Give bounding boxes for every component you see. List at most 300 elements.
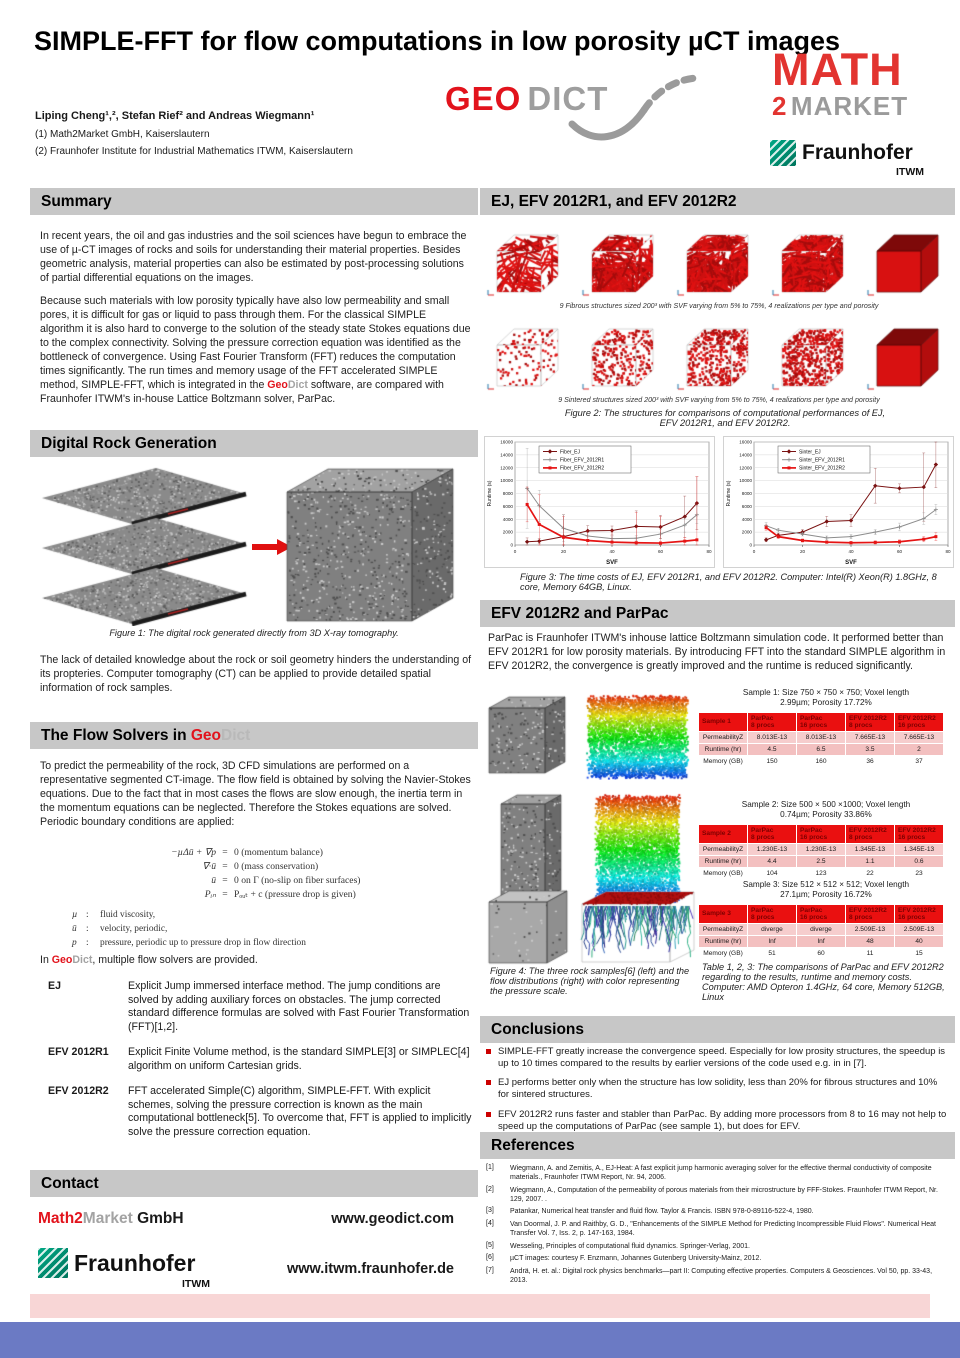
- geodict-inline-dict: Dict: [287, 378, 308, 391]
- svg-text:Fiber_EFV_2012R1: Fiber_EFV_2012R1: [560, 457, 605, 464]
- reference-number: [4]: [486, 1219, 494, 1227]
- geodict-inline-geo: Geo: [267, 378, 288, 391]
- table-cell: 150: [748, 755, 797, 767]
- figure1-caption: Figure 1: The digital rock generated directly from 3D X-ray tomography.: [109, 628, 399, 638]
- svg-text:SVF: SVF: [606, 560, 618, 566]
- fibrous-structure-image: [579, 222, 669, 300]
- footer-blue-strip: [0, 1322, 960, 1358]
- geodict-logo-geo: GEO: [445, 80, 522, 117]
- ct-slices-image: [38, 464, 250, 626]
- solver-description: FFT accelerated Simple(C) algorithm, SIMPLE-FFT. With explicit schemes, solving the pressure correction is known as the main computational bottleneck[5]. To overcome that, FFT is applied to implicitly solve the pressure correction equation.: [128, 1085, 472, 1138]
- reference-item: [486, 1207, 948, 1216]
- flow-solvers-title-geo: Geo: [190, 727, 222, 744]
- section-flow-solvers: [30, 722, 478, 749]
- svg-text:0: 0: [510, 542, 513, 548]
- conclusion-item: [486, 1077, 950, 1101]
- math2market-logo-math: MATH: [772, 44, 903, 95]
- sample1-rock-image: [486, 694, 568, 776]
- fraunhofer-itwm: ITWM: [896, 166, 924, 178]
- digital-rock-paragraph: The lack of detailed knowledge about the rock or soil geometry hinders the understanding of its propteries. Computer tomography (CT) can be applied to provide detailed spatial information of rock samples.: [40, 654, 472, 694]
- affiliation-1: (1) Math2Market GmbH, Kaiserslautern: [35, 129, 210, 140]
- table-cell: Runtime (hr): [699, 935, 748, 947]
- svg-text:8000: 8000: [741, 491, 752, 497]
- fibrous-structure-image: [674, 222, 764, 300]
- bullet-square-icon: [486, 1112, 491, 1117]
- sample3-table-title: [698, 880, 954, 901]
- contact-gmbh: GmbH: [132, 1210, 184, 1227]
- sintered-structure-image: [579, 316, 669, 394]
- parpac-paragraph: ParPac is Fraunhofer ITWM's inhouse lattice Boltzmann simulation code. It performed better than EFV 2012R1 for low porosity materials. By introducing FFT into the standard SIMPLE algorithm in EFV 2012R2, the convergence is greatly improved and the runtime is reduced significantly.: [488, 632, 946, 672]
- svg-text:20: 20: [560, 549, 567, 554]
- table-cell: 2.5: [797, 855, 846, 867]
- solver-name: EFV 2012R1: [48, 1046, 109, 1059]
- conclusion-text: EJ performs better only when the structure has low solidity, less than 20% for fibrous structures and 10% for sintered structures.: [498, 1077, 938, 1101]
- table-cell: 40: [895, 935, 944, 947]
- solver-name: EFV 2012R2: [48, 1085, 109, 1098]
- table-cell: 160: [797, 755, 846, 767]
- table-row: [699, 743, 944, 755]
- header-main: EFV 2012R2: [898, 906, 936, 914]
- section-parpac: EFV 2012R2 and ParPac: [480, 600, 955, 627]
- table-body: [699, 731, 944, 767]
- reference-item: [486, 1254, 948, 1263]
- reference-text: Wesseling, Principles of computational fluid dynamics. Springer-Verlag, 2001.: [510, 1242, 750, 1250]
- definition-text: velocity, periodic,: [100, 924, 168, 935]
- contact-math2market: [38, 1210, 184, 1228]
- contact-math2: Math2: [38, 1210, 83, 1227]
- references-list: [486, 1164, 948, 1289]
- svg-text:40: 40: [609, 549, 615, 554]
- fraunhofer-logo-bottom: [38, 1248, 210, 1290]
- table-cell: 8.013E-13: [797, 731, 846, 743]
- table-cell: diverge: [797, 923, 846, 935]
- table-row: [699, 935, 944, 947]
- header-main: EFV 2012R2: [849, 906, 887, 914]
- affiliation-2: (2) Fraunhofer Institute for Industrial Mathematics ITWM, Kaiserslautern: [35, 146, 353, 157]
- fraunhofer-logo-top: [770, 140, 930, 178]
- sample1-title-line1: Sample 1: Size 750 × 750 × 750; Voxel length: [742, 688, 910, 697]
- table-header-row: [699, 712, 944, 731]
- svg-text:6000: 6000: [502, 503, 513, 509]
- reference-text: Van Doormal, J. P. and Raithby, G. D., "Enhancements of the SIMPLE Method for Predicting Incompressible Fluid Flows". Numerical Heat Transfer Vol. 7, Iss. 2, p. 147-163, 1984.: [510, 1220, 936, 1238]
- table-header-cell: [748, 824, 797, 843]
- table-cell: 1.345E-13: [846, 843, 895, 855]
- sample3-table: [698, 904, 944, 960]
- table-cell: Memory (GB): [699, 755, 748, 767]
- conclusions-list: [486, 1046, 950, 1140]
- in-geodict-dict: Dict: [72, 954, 93, 966]
- table-cell: Memory (GB): [699, 947, 748, 959]
- equation-row: [98, 888, 438, 902]
- svg-text:4000: 4000: [502, 516, 513, 522]
- header-sub: 16 procs: [800, 833, 828, 841]
- table-cell: Runtime (hr): [699, 743, 748, 755]
- table-cell: 1.345E-13: [895, 843, 944, 855]
- summary-p2-tail: software, are compared with Fraunhofer ITWM's in-house Lattice Boltzmann solver, ParPac.: [40, 378, 444, 405]
- digital-rock-cube-image: [284, 466, 456, 624]
- table-header-cell: [846, 824, 895, 843]
- reference-number: [2]: [486, 1185, 494, 1193]
- conclusion-item: [486, 1046, 950, 1070]
- table-body: [699, 843, 944, 879]
- header-main: EFV 2012R2: [849, 826, 887, 834]
- table-header-cell: [748, 904, 797, 923]
- svg-text:Runtime (s): Runtime (s): [487, 480, 493, 507]
- table-header-cell: [797, 824, 846, 843]
- svg-text:60: 60: [896, 549, 903, 554]
- in-geodict-geo: Geo: [51, 954, 73, 966]
- fibrous-structure-image: [484, 222, 574, 300]
- svg-text:Sinter_EFV_2012R2: Sinter_EFV_2012R2: [799, 465, 845, 472]
- math2market-logo: [772, 44, 928, 122]
- table-cell: Inf: [797, 935, 846, 947]
- reference-text: Andrä, H. et. al.: Digital rock physics benchmarks—part II: Computing effective properties. Computers & Geosciences. Vol 50, pp. 33-43, 2013.: [510, 1267, 933, 1284]
- sample2-table: [698, 824, 944, 880]
- header-main: ParPac: [800, 906, 823, 914]
- sample2-table-block: [698, 800, 954, 880]
- definition-text: pressure, periodic up to pressure drop in flow direction: [100, 938, 306, 949]
- definition-colon: :: [86, 938, 89, 949]
- reference-number: [7]: [486, 1266, 494, 1274]
- header-main: ParPac: [800, 826, 823, 834]
- reference-item: [486, 1267, 948, 1285]
- stokes-equations: [98, 846, 438, 902]
- definition-symbol: µ: [72, 910, 78, 920]
- svg-text:14000: 14000: [500, 452, 513, 458]
- table-header-cell: [748, 712, 797, 731]
- fraunhofer-name: Fraunhofer: [74, 1249, 196, 1276]
- sample1-table: [698, 712, 944, 768]
- table-cell: 123: [797, 867, 846, 879]
- sample3-row: [484, 880, 954, 968]
- svg-text:Sinter_EJ: Sinter_EJ: [799, 449, 821, 456]
- table-cell: 0.6: [895, 855, 944, 867]
- definition-row: [72, 936, 452, 950]
- table-row: [699, 843, 944, 855]
- header-main: ParPac: [751, 826, 774, 834]
- header-main: Sample 3: [702, 910, 731, 917]
- svg-text:Fiber_EFV_2012R2: Fiber_EFV_2012R2: [560, 465, 605, 472]
- bullet-square-icon: [486, 1080, 491, 1085]
- reference-number: [1]: [486, 1164, 494, 1171]
- header-sub: 16 procs: [898, 833, 926, 841]
- geodict-swoosh-icon: [564, 68, 729, 146]
- table-cell: 36: [846, 755, 895, 767]
- conclusion-item: [486, 1109, 950, 1133]
- table-caption: Table 1, 2, 3: The comparisons of ParPac and EFV 2012R2 regarding to the results, runtime and memory costs. Computer: AMD Opteron 1.4GHz, 64 core, Memory 512GB, Linux: [702, 962, 945, 1002]
- table-cell: diverge: [748, 923, 797, 935]
- sintered-structure-image: [769, 316, 859, 394]
- table-cell: Runtime (hr): [699, 855, 748, 867]
- solver-description: Explicit Jump immersed interface method. The jump conditions are solved by adding auxiliary forces on obstacles. The jump corrected standard difference formulas are solved with Fast Fourier Transformation (FFT)[1,2].: [128, 980, 470, 1033]
- header-sub: 8 procs: [849, 721, 873, 729]
- table-cell: 3.5: [846, 743, 895, 755]
- figure3-charts: [484, 436, 954, 568]
- sample3-title-line1: Sample 3: Size 512 × 512 × 512; Voxel length: [742, 880, 910, 889]
- equation-lhs: ∇·ū: [202, 860, 216, 872]
- in-geodict-pre: In: [40, 954, 52, 966]
- svg-text:40: 40: [848, 549, 854, 554]
- header-main: EFV 2012R2: [898, 826, 936, 834]
- fibrous-structures-row: [484, 222, 954, 300]
- svg-text:12000: 12000: [500, 465, 513, 471]
- svg-text:12000: 12000: [739, 465, 752, 471]
- reference-item: [486, 1186, 948, 1204]
- table-cell: 104: [748, 867, 797, 879]
- table-cell: 51: [748, 947, 797, 959]
- header-sub: 16 procs: [800, 913, 828, 921]
- solver-item: [48, 1085, 472, 1139]
- sample3-rock-image: [486, 888, 570, 966]
- solver-name: EJ: [48, 980, 61, 992]
- table-cell: 2.509E-13: [895, 923, 944, 935]
- table-header-cell: [797, 904, 846, 923]
- table-cell: 1.230E-13: [797, 843, 846, 855]
- header-main: EFV 2012R2: [849, 714, 887, 722]
- svg-text:Runtime (s): Runtime (s): [726, 480, 732, 507]
- bullet-square-icon: [486, 1049, 491, 1054]
- header-main: Sample 2: [702, 830, 731, 837]
- svg-text:80: 80: [945, 549, 951, 554]
- fiber-runtime-chart: [484, 436, 715, 568]
- equation-rhs: 0 (momentum balance): [234, 847, 323, 858]
- reference-text: Wiegmann, A. and Zemitis, A., EJ-Heat: A fast explicit jump harmonic averaging solver for the effective thermal conductivity of composite materials., Fraunhofer ITWM Report, Nr. 94, 2006.: [510, 1165, 932, 1182]
- solver-item: [48, 980, 472, 1034]
- solver-list: [48, 980, 472, 1151]
- reference-text: µCT images: courtesy F. Enzmann, Johannes Gutenberg University-Mainz, 2012.: [510, 1255, 762, 1263]
- table-header-cell: [895, 712, 944, 731]
- sintered-structure-image: [484, 316, 574, 394]
- page-title: SIMPLE-FFT for flow computations in low porosity µCT images: [34, 26, 841, 56]
- conclusion-text: EFV 2012R2 runs faster and stabler than ParPac. By adding more processors from 8 to 16 may not help to speed up the computations of ParPac (see sample 1), but does for EFV.: [498, 1108, 947, 1132]
- svg-text:2000: 2000: [502, 529, 513, 535]
- table-cell: 1.230E-13: [748, 843, 797, 855]
- section-summary: Summary: [30, 188, 478, 215]
- in-geodict-post: , multiple flow solvers are provided.: [92, 954, 258, 966]
- table-header-cell: [699, 824, 748, 843]
- table-cell: Memory (GB): [699, 867, 748, 879]
- table-cell: 2: [895, 743, 944, 755]
- sample3-title-line2: 27.1µm; Porosity 16.72%: [780, 890, 872, 900]
- definition-row: [72, 908, 452, 922]
- table-header-cell: [797, 712, 846, 731]
- header-sub: 8 procs: [751, 913, 775, 921]
- svg-text:0: 0: [749, 542, 752, 548]
- flow-solvers-title-pre: The Flow Solvers in: [41, 727, 191, 744]
- section-digital-rock: Digital Rock Generation: [30, 430, 478, 457]
- table-cell: 7.665E-13: [846, 731, 895, 743]
- table-body: [699, 923, 944, 959]
- table-cell: 11: [846, 947, 895, 959]
- table-row: [699, 947, 944, 959]
- svg-text:Fiber_EJ: Fiber_EJ: [560, 449, 581, 456]
- svg-text:SVF: SVF: [845, 560, 857, 566]
- table-row: [699, 923, 944, 935]
- symbol-definitions: [72, 908, 452, 950]
- summary-paragraph-1: In recent years, the oil and gas industries and the soil sciences have begun to embrace the use of µ-CT images of rocks and soils for understanding their material properties. Besides geometric analysis, material properties can also be estimated by post-processing solutions of partial differential equations on the images.: [40, 230, 467, 284]
- geodict-url[interactable]: www.geodict.com: [331, 1211, 454, 1227]
- footer-pink-strip: [30, 1294, 930, 1318]
- contact-market: Market: [82, 1210, 133, 1227]
- solver-item: [48, 1046, 472, 1073]
- table-row: [699, 731, 944, 743]
- svg-text:10000: 10000: [500, 478, 513, 484]
- svg-text:0: 0: [513, 549, 517, 554]
- table-cell: 22: [846, 867, 895, 879]
- table-cell: 8.013E-13: [748, 731, 797, 743]
- sample1-table-block: [698, 688, 954, 768]
- table-cell: 1.1: [846, 855, 895, 867]
- table-cell: PermeabilityZ: [699, 923, 748, 935]
- definition-symbol: p: [72, 938, 77, 949]
- table-header-cell: [846, 712, 895, 731]
- geodict-logo: [445, 80, 729, 146]
- math2market-logo-2: 2: [772, 90, 787, 121]
- equation-lhs: Pᵢₙ: [204, 888, 216, 900]
- table-cell: 2.509E-13: [846, 923, 895, 935]
- sample2-title-line1: Sample 2: Size 500 × 500 ×1000; Voxel length: [741, 800, 911, 809]
- header-main: Sample 1: [702, 718, 731, 725]
- header-sub: 16 procs: [800, 721, 828, 729]
- table-header-cell: [895, 824, 944, 843]
- contact-math2market-row: [38, 1210, 454, 1228]
- sample3-table-block: [698, 880, 954, 960]
- reference-number: [6]: [486, 1254, 494, 1262]
- fibrous-structure-image: [864, 222, 954, 300]
- sample2-table-title: [698, 800, 954, 821]
- table-cell: 60: [797, 947, 846, 959]
- sample2-title-line2: 0.74µm; Porosity 33.86%: [780, 810, 872, 820]
- in-geodict-line: [40, 954, 472, 968]
- table-cell: 48: [846, 935, 895, 947]
- itwm-url[interactable]: www.itwm.fraunhofer.de: [286, 1261, 454, 1277]
- header-sub: 8 procs: [751, 721, 775, 729]
- equation-equals: =: [222, 874, 228, 886]
- sintered-structures-row: [484, 316, 954, 394]
- svg-text:0: 0: [752, 549, 756, 554]
- table-header-row: [699, 824, 944, 843]
- equation-equals: =: [222, 847, 228, 858]
- header-main: EFV 2012R2: [898, 714, 936, 722]
- header-sub: 8 procs: [751, 833, 775, 841]
- definition-text: fluid viscosity,: [100, 910, 156, 920]
- fraunhofer-square-icon: [770, 140, 796, 166]
- reference-text: Wiegmann, A., Computation of the permeability of porous materials from their microstructure by FFF-Stokes. Fraunhofer ITWM Report, Nr. 129, 2007. .: [510, 1186, 938, 1203]
- section-solver-comparison: EJ, EFV 2012R1, and EFV 2012R2: [480, 188, 955, 215]
- equation-row: [98, 860, 438, 874]
- reference-item: [486, 1220, 948, 1238]
- sinter-runtime-chart: [723, 436, 954, 568]
- table-cell: 4.4: [748, 855, 797, 867]
- header-sub: 8 procs: [849, 913, 873, 921]
- equation-equals: =: [222, 888, 228, 900]
- reference-text: Patankar, Numerical heat transfer and fluid flow. Taylor & Francis. ISBN 978-0-89116-522-4, 1980.: [510, 1208, 814, 1216]
- geodict-logo-dict: DICT: [527, 80, 609, 117]
- contact-fraunhofer-row: [38, 1248, 454, 1290]
- flow-solvers-title-dict: Dict: [221, 727, 251, 744]
- svg-text:4000: 4000: [741, 516, 752, 522]
- svg-text:6000: 6000: [741, 503, 752, 509]
- fraunhofer-square-icon: [38, 1248, 68, 1278]
- equation-rhs: Pₒᵤₜ + c (pressure drop is given): [234, 888, 356, 900]
- section-conclusions: Conclusions: [480, 1016, 955, 1043]
- sample1-title-line2: 2.99µm; Porosity 17.72%: [780, 698, 872, 708]
- conclusion-text: SIMPLE-FFT greatly increase the convergence speed. Especially for low prosity structures, the speedup is up to 10 times compared to the results by earlier versions of the code used e.g. in in [7].: [498, 1046, 946, 1070]
- table-cell: 15: [895, 947, 944, 959]
- math2market-logo-market: MARKET: [790, 90, 909, 121]
- definition-colon: :: [86, 924, 89, 935]
- fibrous-structure-image: [769, 222, 859, 300]
- svg-text:8000: 8000: [502, 491, 513, 497]
- fraunhofer-itwm: ITWM: [182, 1278, 210, 1290]
- section-contact: Contact: [30, 1170, 478, 1197]
- reference-item: [486, 1242, 948, 1251]
- summary-p2-text: Because such materials with low porosity typically have also low permeability and small pores, it is difficult for gas or liquid to pass through them. For the classical SIMPLE algorithm it is also hard to converge to the solution of the steady state Stokes equations due to the complex connectivity. Solving the pressure correction equation was identified as the bottleneck of convergence. Using Fast Fourier Transform (FFT) reduces the computation times significantly. The run times and memory usage of the FFT accelerated SIMPLE method, SIMPLE-FFT, which is integrated in the: [40, 295, 471, 391]
- reference-number: [5]: [486, 1241, 494, 1249]
- header-main: ParPac: [751, 714, 774, 722]
- svg-text:16000: 16000: [739, 439, 752, 445]
- equation-rhs: 0 (mass conservation): [234, 860, 319, 872]
- svg-text:14000: 14000: [739, 452, 752, 458]
- equation-lhs: ū: [211, 874, 216, 886]
- equation-row: [98, 846, 438, 860]
- header-main: ParPac: [751, 906, 774, 914]
- svg-text:Sinter_EFV_2012R1: Sinter_EFV_2012R1: [799, 457, 845, 464]
- table-cell: 4.5: [748, 743, 797, 755]
- table-header-row: [699, 904, 944, 923]
- definition-symbol: ū: [72, 924, 77, 935]
- header-main: ParPac: [800, 714, 823, 722]
- fraunhofer-name: Fraunhofer: [802, 141, 913, 164]
- svg-text:20: 20: [799, 549, 806, 554]
- equation-rhs: 0 on Γ (no-slip on fiber surfaces): [234, 874, 361, 886]
- table-cell: PermeabilityZ: [699, 843, 748, 855]
- table-cell: Inf: [748, 935, 797, 947]
- authors: Liping Cheng¹,², Stefan Rief² and Andreas Wiegmann¹: [35, 110, 315, 122]
- solver-description: Explicit Finite Volume method, is the standard SIMPLE[3] or SIMPLEC[4] algorithm on uniform Cartesian grids.: [128, 1046, 470, 1072]
- figure3-caption: Figure 3: The time costs of EJ, EFV 2012R1, and EFV 2012R2. Computer: Intel(R) Xeon(R) 1.8GHz, 8 core, Memory 64GB, Linux.: [520, 572, 937, 592]
- definition-row: [72, 922, 452, 936]
- equation-row: [98, 874, 438, 888]
- reference-item: [486, 1164, 948, 1182]
- chart-legend: [539, 446, 631, 473]
- sample1-flow-image: [582, 692, 692, 780]
- equation-equals: =: [222, 860, 228, 872]
- flow-solvers-intro: To predict the permeability of the rock, 3D CFD simulations are performed on a representative segmented CT-image. The flow field is obtained by solving the Navier-Stokes equations. Due to the fact that in most cases the flows are slow enough, the inertia term in the momentum equations can be neglected. Therefore the Stokes equations are solved. Periodic boundary conditions are applied:: [40, 760, 471, 828]
- sintered-caption: 9 Sintered structures sized 200³ with SVF varying from 5% to 75%, 4 realizations per type and porosity: [558, 396, 880, 404]
- table-header-cell: [846, 904, 895, 923]
- sample1-row: [484, 688, 954, 792]
- section-references: References: [480, 1132, 955, 1159]
- svg-text:80: 80: [706, 549, 712, 554]
- figure2-caption: Figure 2: The structures for comparisons of computational performances of EJ, EFV 2012R1, and EFV 2012R2.: [564, 408, 886, 428]
- table-header-cell: [699, 904, 748, 923]
- table-cell: 7.665E-13: [895, 731, 944, 743]
- chart-legend: [778, 446, 870, 473]
- sample3-flow-image: [578, 888, 698, 966]
- table-row: [699, 755, 944, 767]
- header-sub: 16 procs: [898, 913, 926, 921]
- table-row: [699, 867, 944, 879]
- svg-text:60: 60: [657, 549, 664, 554]
- header-sub: 16 procs: [898, 721, 926, 729]
- svg-text:10000: 10000: [739, 478, 752, 484]
- fibrous-caption: 9 Fibrous structures sized 200³ with SVF varying from 5% to 75%, 4 realizations per type and porosity: [559, 302, 879, 310]
- figure4-caption: Figure 4: The three rock samples[6] (left) and the flow distributions (right) with color representing the pressure scale.: [490, 966, 690, 996]
- header-sub: 8 procs: [849, 833, 873, 841]
- equation-lhs: −µΔū + ∇p: [171, 847, 216, 858]
- sample1-table-title: [698, 688, 954, 709]
